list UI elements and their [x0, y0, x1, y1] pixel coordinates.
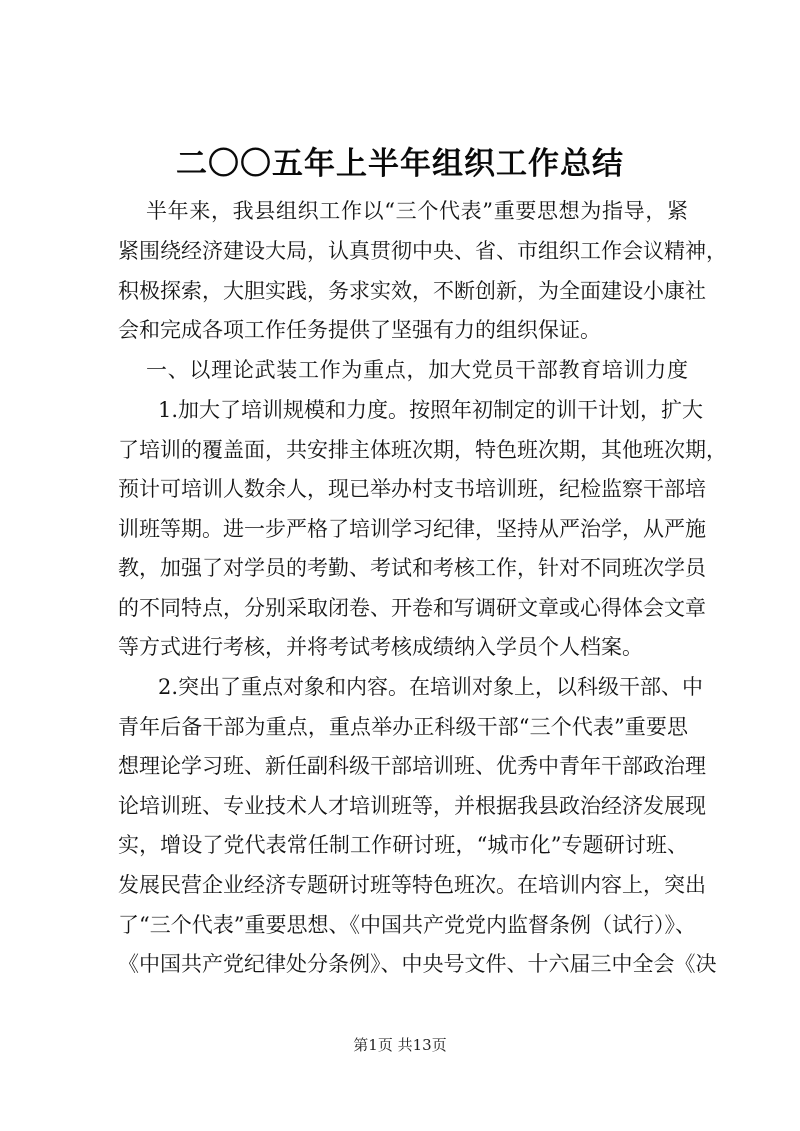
- paragraph-line: 的不同特点，分别采取闭卷、开卷和写调研文章或心得体会文章: [118, 596, 706, 620]
- paragraph-line: 了培训的覆盖面，共安排主体班次期，特色班次期，其他班次期，: [118, 438, 727, 462]
- section-heading: 一、以理论武装工作为重点，加大党员干部教育培训力度: [146, 358, 688, 382]
- page-number-footer: 第1页 共13页: [353, 1036, 447, 1054]
- paragraph-line: 青年后备干部为重点，重点举办正科级干部“三个代表”重要思: [118, 715, 688, 739]
- paragraph-line: 半年来，我县组织工作以“三个代表”重要思想为指导，紧: [146, 199, 688, 223]
- document-title: 二〇〇五年上半年组织工作总结: [176, 146, 624, 182]
- paragraph-line: 实，增设了党代表常任制工作研讨班，“城市化”专题研讨班、: [118, 833, 688, 857]
- paragraph-line: 论培训班、专业技术人才培训班等，并根据我县政治经济发展现: [118, 794, 706, 818]
- paragraph-line: 发展民营企业经济专题研讨班等特色班次。在培训内容上，突出: [118, 873, 706, 897]
- paragraph-line: 紧围绕经济建设大局，认真贯彻中央、省、市组织工作会议精神，: [118, 239, 727, 263]
- paragraph-line: 训班等期。进一步严格了培训学习纪律，坚持从严治学，从严施: [118, 517, 706, 541]
- paragraph-line: 会和完成各项工作任务提供了坚强有力的组织保证。: [118, 318, 601, 342]
- paragraph-line: 预计可培训人数余人，现已举办村支书培训班，纪检监察干部培: [118, 477, 706, 501]
- paragraph-line: 《中国共产党纪律处分条例》、中央号文件、十六届三中全会《决: [118, 952, 717, 976]
- paragraph-line: 等方式进行考核，并将考试考核成绩纳入学员个人档案。: [118, 635, 643, 659]
- paragraph-line: 想理论学习班、新任副科级干部培训班、优秀中青年干部政治理: [118, 754, 706, 778]
- paragraph-line: 教，加强了对学员的考勤、考试和考核工作，针对不同班次学员: [118, 556, 706, 580]
- paragraph-line: 了“三个代表”重要思想、《中国共产党党内监督条例（试行）》、: [118, 913, 696, 937]
- paragraph-line: 2.突出了重点对象和内容。在培训对象上，以科级干部、中: [158, 675, 704, 699]
- paragraph-line: 积极探索，大胆实践，务求实效，不断创新，为全面建设小康社: [118, 279, 706, 303]
- paragraph-line: 1.加大了培训规模和力度。按照年初制定的训干计划，扩大: [158, 398, 704, 422]
